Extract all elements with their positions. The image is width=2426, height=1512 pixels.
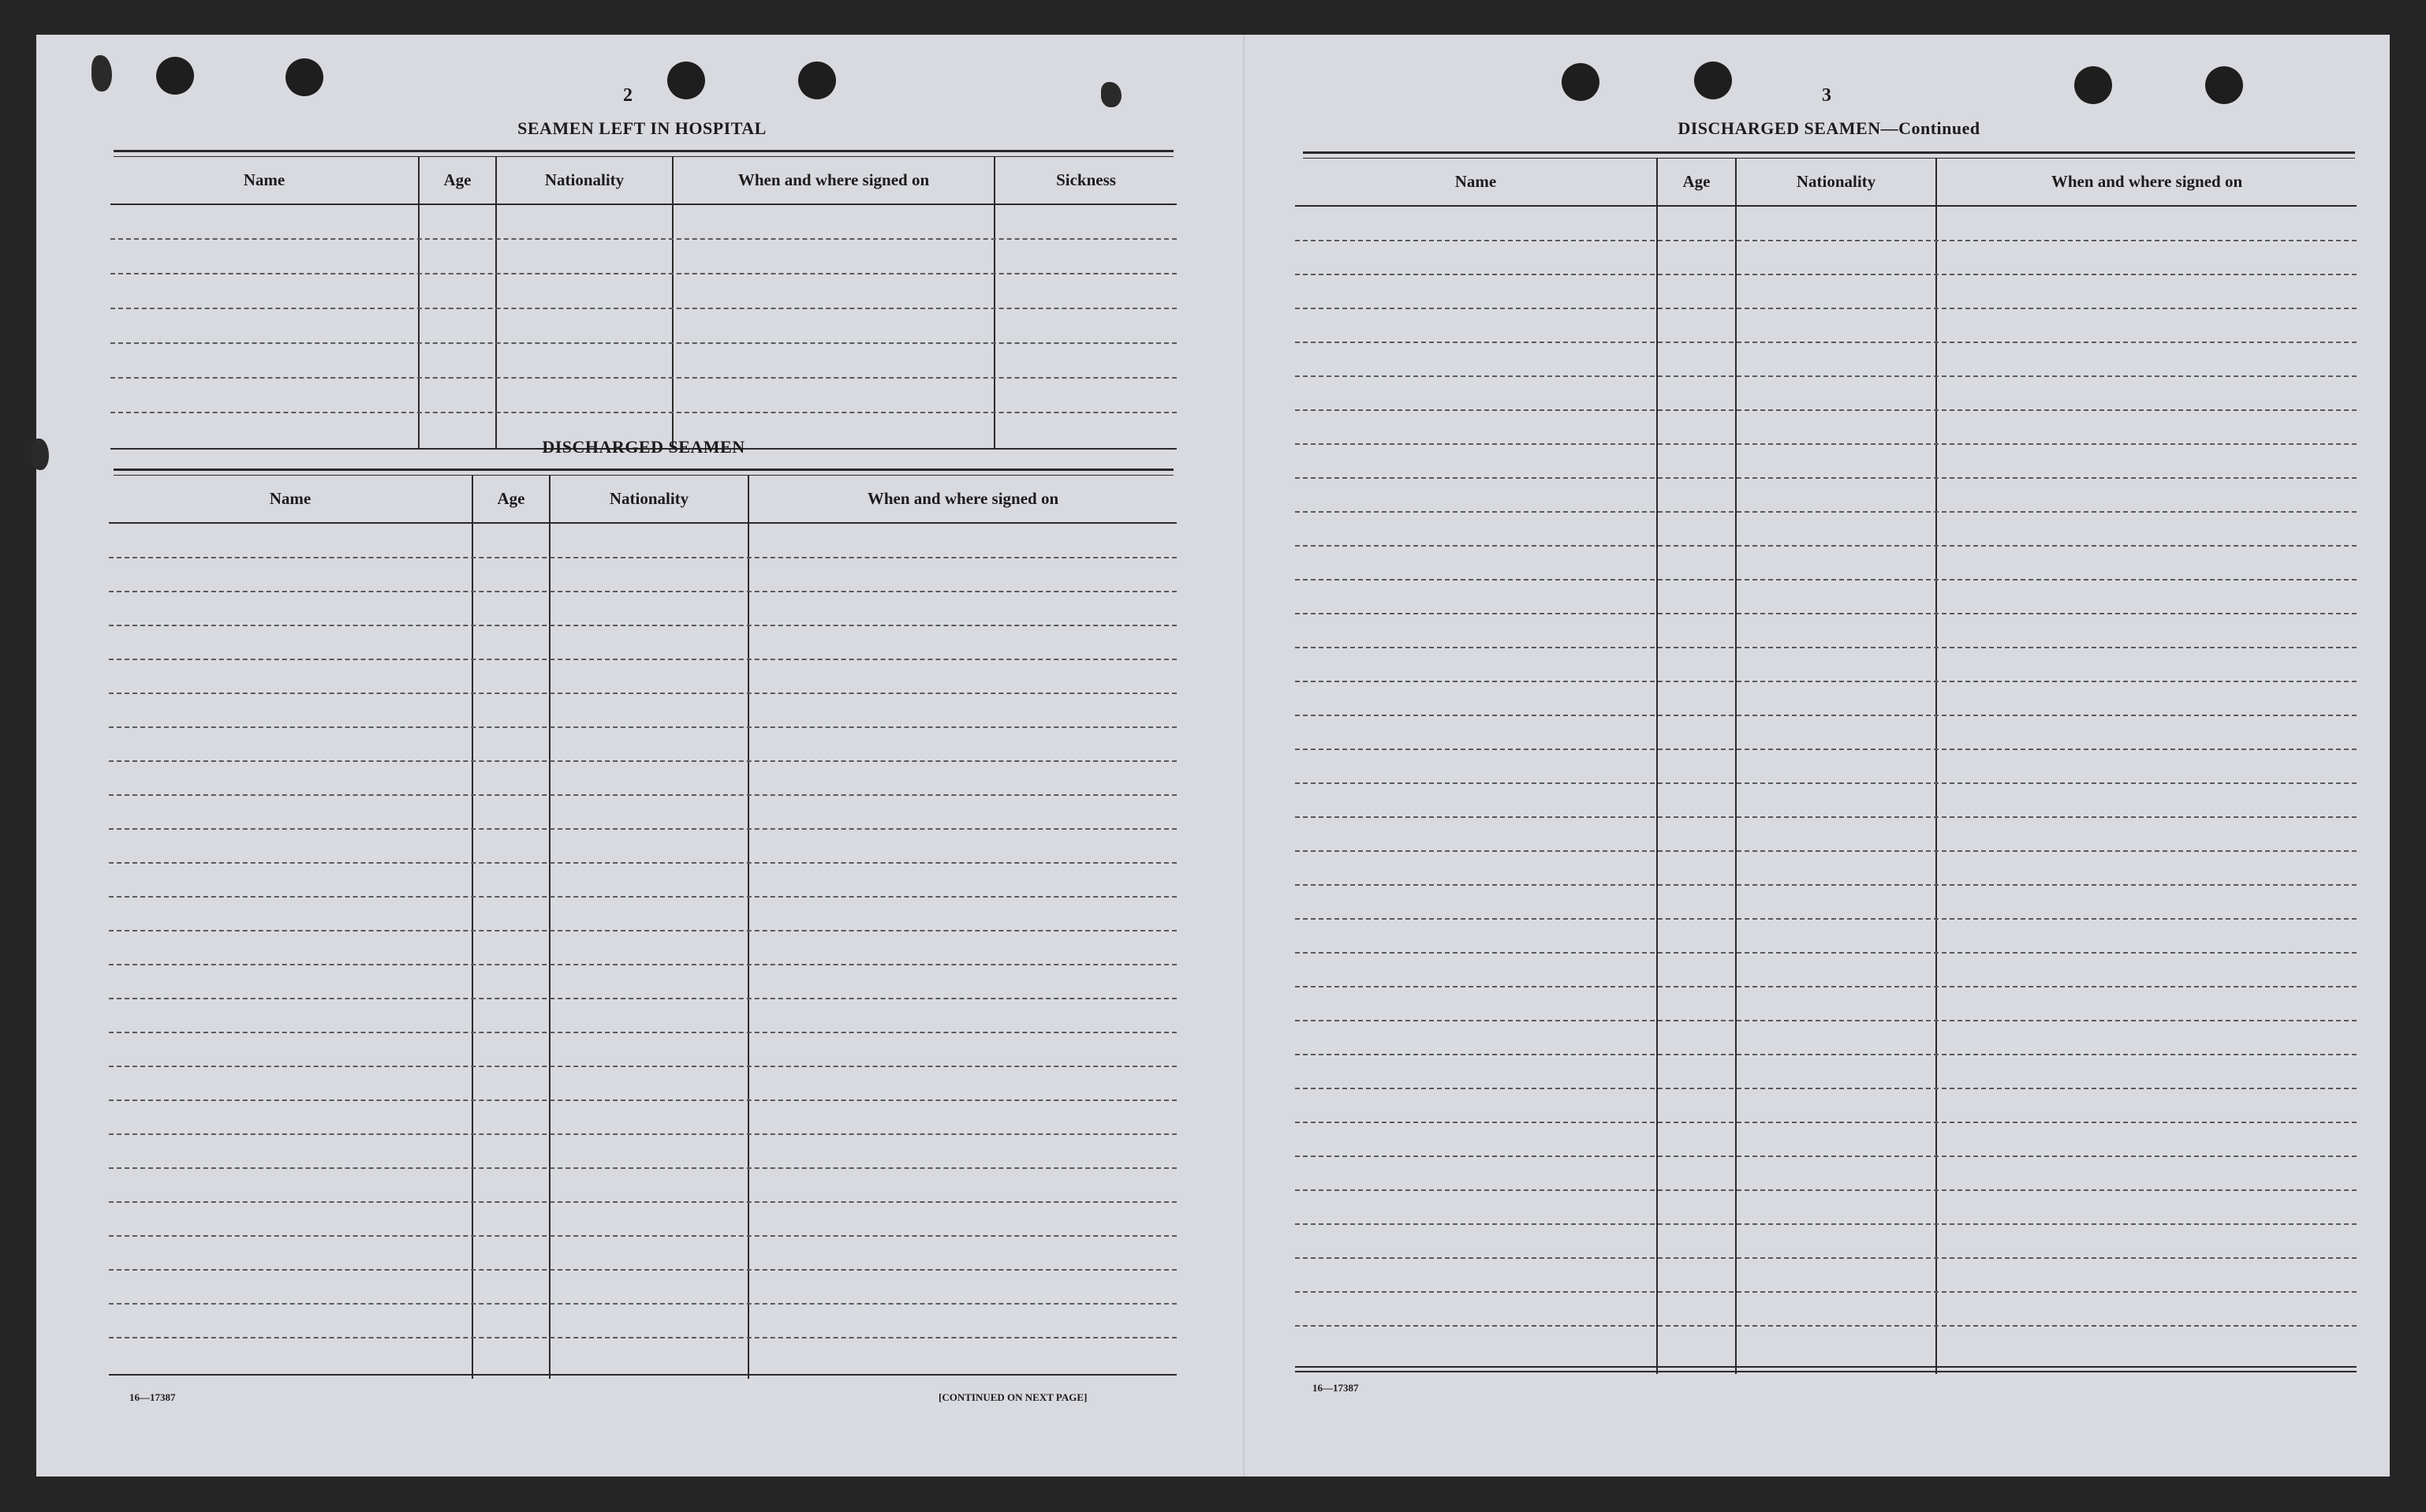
column-divider xyxy=(472,475,473,1379)
table-row xyxy=(109,1032,1177,1033)
table-row xyxy=(1295,1155,2357,1157)
binder-hole xyxy=(286,58,323,96)
table-row xyxy=(110,412,1177,413)
column-header-name: Name xyxy=(243,170,286,189)
table-row xyxy=(109,862,1177,864)
table-row xyxy=(109,557,1177,558)
table-row xyxy=(109,1337,1177,1338)
column-divider xyxy=(495,156,497,450)
table-row xyxy=(1295,647,2357,648)
section-title-hospital: SEAMEN LEFT IN HOSPITAL xyxy=(517,118,767,138)
table-row xyxy=(109,693,1177,694)
column-header-sickness: Sickness xyxy=(1056,170,1116,189)
table-row xyxy=(109,1066,1177,1067)
column-header-age: Age xyxy=(1682,172,1711,191)
page-gutter xyxy=(1243,35,1245,1477)
table-row xyxy=(1295,240,2357,241)
table-row xyxy=(109,659,1177,660)
table-row xyxy=(1295,749,2357,750)
table-row xyxy=(1295,409,2357,411)
table-bottom-rule xyxy=(1295,1371,2357,1372)
table-row xyxy=(109,964,1177,965)
column-header-name: Name xyxy=(269,489,312,508)
table-row xyxy=(1295,579,2357,581)
column-header-signed-on: When and where signed on xyxy=(867,489,1059,508)
hospital-table xyxy=(110,156,1177,450)
table-row xyxy=(1295,1325,2357,1327)
table-row xyxy=(1295,274,2357,275)
column-divider xyxy=(1935,158,1937,1374)
ink-smudge xyxy=(1101,82,1122,107)
section-title-discharged: DISCHARGED SEAMEN xyxy=(542,437,745,457)
binder-hole xyxy=(2074,66,2112,104)
ink-smudge xyxy=(32,439,49,470)
table-row xyxy=(109,1201,1177,1203)
table-row xyxy=(109,896,1177,898)
column-header-signed-on: When and where signed on xyxy=(737,170,930,189)
table-row xyxy=(1295,1088,2357,1089)
table-row xyxy=(109,625,1177,626)
discharged-table-right xyxy=(1295,158,2357,1374)
binder-hole xyxy=(667,62,705,99)
table-row xyxy=(1295,375,2357,377)
table-row xyxy=(110,238,1177,240)
column-divider xyxy=(672,156,674,450)
table-row xyxy=(109,1269,1177,1271)
table-row xyxy=(109,1133,1177,1135)
table-row xyxy=(109,1235,1177,1237)
binder-hole xyxy=(798,62,836,99)
table-row xyxy=(1295,1257,2357,1259)
table-row xyxy=(1295,715,2357,716)
table-row xyxy=(109,1303,1177,1305)
table-row xyxy=(1295,308,2357,309)
table-row xyxy=(1295,342,2357,343)
table-row xyxy=(1295,477,2357,479)
binder-hole xyxy=(2205,66,2243,104)
column-divider xyxy=(549,475,551,1379)
ink-smudge xyxy=(91,55,112,91)
table-bottom-rule xyxy=(109,1374,1177,1376)
table-header-row xyxy=(1295,158,2357,207)
table-row xyxy=(1295,986,2357,987)
binder-hole xyxy=(1562,63,1599,101)
table-row xyxy=(109,726,1177,728)
table-header-row xyxy=(110,156,1177,205)
column-header-nationality: Nationality xyxy=(609,489,689,508)
table-row xyxy=(110,342,1177,344)
table-row xyxy=(1295,681,2357,682)
table-row xyxy=(109,828,1177,830)
table-row xyxy=(109,1099,1177,1101)
column-header-name: Name xyxy=(1454,172,1497,191)
table-row xyxy=(1295,511,2357,513)
table-bottom-rule xyxy=(1295,1366,2357,1368)
column-header-age: Age xyxy=(497,489,525,508)
table-row xyxy=(109,1167,1177,1169)
paper-sheet xyxy=(36,35,2390,1477)
table-row xyxy=(110,273,1177,274)
form-number-right: 16—17387 xyxy=(1312,1382,1359,1394)
table-row xyxy=(1295,884,2357,886)
table-row xyxy=(1295,613,2357,614)
column-divider xyxy=(1735,158,1737,1374)
table-row xyxy=(1295,1054,2357,1055)
table-row xyxy=(109,998,1177,999)
column-header-signed-on: When and where signed on xyxy=(2051,172,2243,191)
table-row xyxy=(1295,1189,2357,1191)
page-number-left: 2 xyxy=(623,85,633,106)
section-title-discharged-continued: DISCHARGED SEAMEN—Continued xyxy=(1678,118,1980,138)
table-row xyxy=(1295,850,2357,852)
table-row xyxy=(1295,1122,2357,1123)
table-row xyxy=(110,308,1177,309)
continued-note: [CONTINUED ON NEXT PAGE] xyxy=(939,1391,1088,1403)
table-row xyxy=(1295,1291,2357,1293)
binder-hole xyxy=(156,57,194,95)
column-divider xyxy=(1656,158,1658,1374)
column-header-age: Age xyxy=(443,170,472,189)
discharged-table-left xyxy=(109,475,1177,1379)
table-row xyxy=(1295,782,2357,784)
table-row xyxy=(1295,952,2357,954)
table-row xyxy=(110,377,1177,379)
column-divider xyxy=(994,156,995,450)
table-row xyxy=(1295,1223,2357,1225)
table-row xyxy=(1295,443,2357,445)
table-row xyxy=(1295,1020,2357,1021)
column-header-nationality: Nationality xyxy=(544,170,625,189)
table-row xyxy=(109,591,1177,592)
table-row xyxy=(1295,918,2357,920)
table-row xyxy=(1295,545,2357,547)
table-header-row xyxy=(109,475,1177,524)
binder-hole xyxy=(1694,62,1732,99)
page-number-right: 3 xyxy=(1822,85,1831,106)
table-row xyxy=(109,930,1177,931)
table-row xyxy=(109,794,1177,796)
column-divider xyxy=(418,156,420,450)
column-header-nationality: Nationality xyxy=(1796,172,1876,191)
column-divider xyxy=(748,475,749,1379)
table-row xyxy=(1295,816,2357,818)
form-number-left: 16—17387 xyxy=(129,1391,176,1403)
table-row xyxy=(109,760,1177,762)
